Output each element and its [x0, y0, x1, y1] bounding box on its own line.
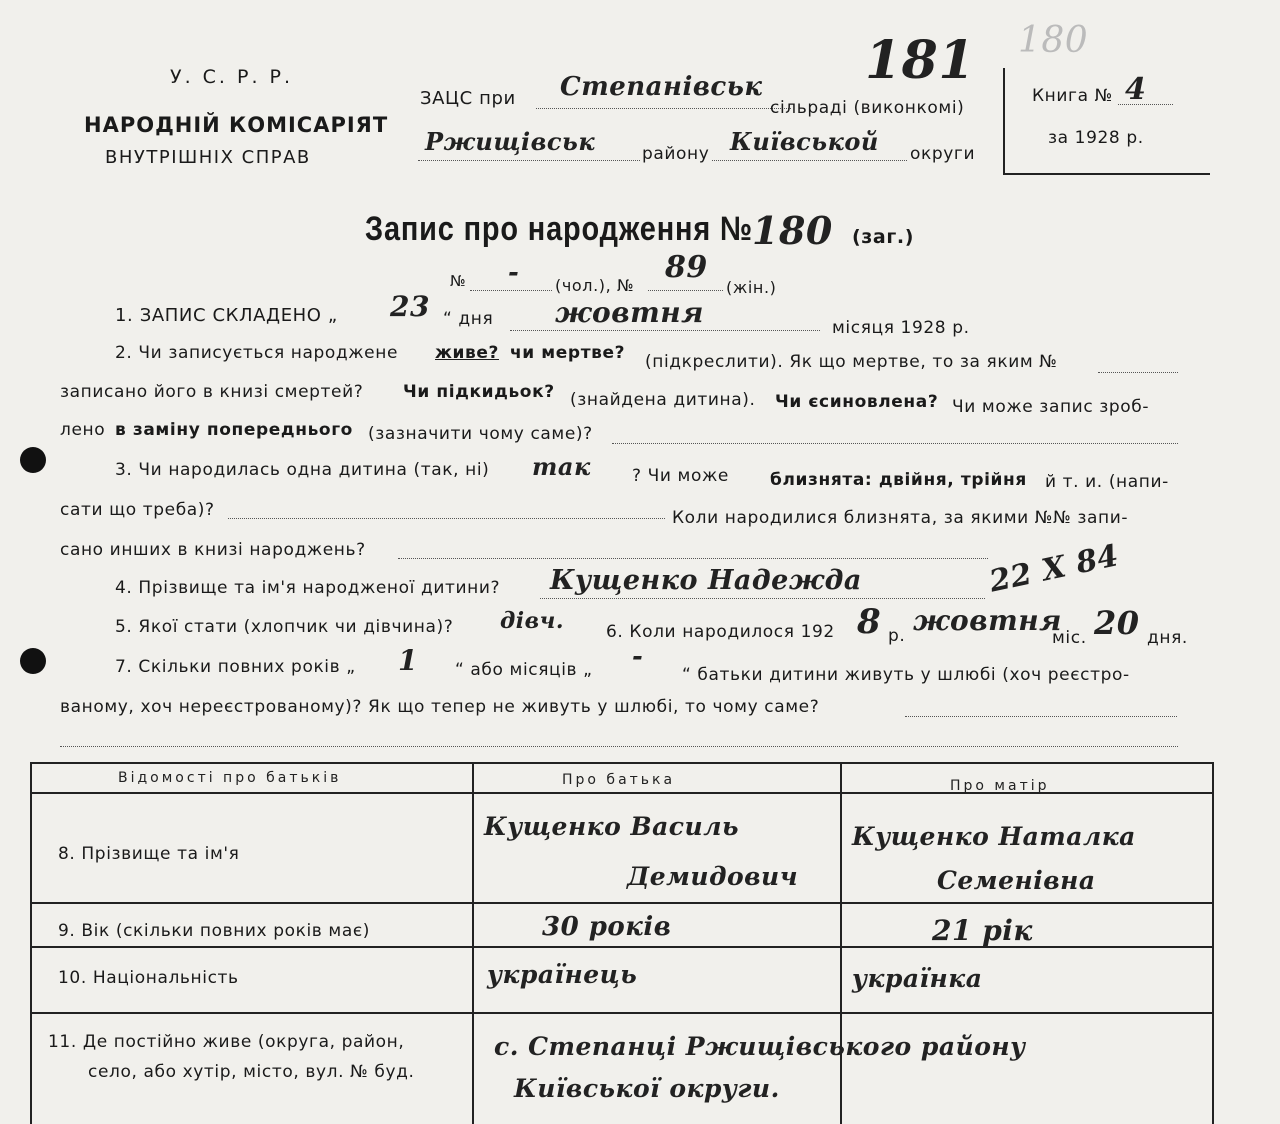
- q3-line1-a: 3. Чи народилась одна дитина (так, ні): [115, 460, 490, 480]
- subnum-female-underline: [648, 290, 723, 291]
- stamp-number-faint: 180: [1018, 20, 1089, 61]
- q2-line2-b: Чи підкидьок?: [403, 382, 555, 402]
- okrug-label: округи: [910, 144, 976, 164]
- father-nationality: українець: [487, 960, 638, 989]
- q2-line1-underline: [1098, 372, 1178, 373]
- q4-label: 4. Прізвище та ім'я народженої дитини?: [115, 578, 501, 598]
- q7-line1-b: “ або місяців „: [455, 660, 593, 680]
- raion-label: району: [642, 144, 710, 164]
- q4-underline: [540, 598, 985, 599]
- mother-nationality: українка: [852, 964, 983, 993]
- q2-line1-a: 2. Чи записується народжене: [115, 343, 399, 363]
- q2-line2-e: Чи може запис зроб-: [952, 397, 1150, 417]
- q3-line3-underline: [398, 558, 988, 559]
- q1-prefix: 1. ЗАПИС СКЛАДЕНО „: [115, 305, 338, 326]
- table-header-father: Про батька: [562, 772, 676, 788]
- q3-line2-b: Коли народилися близнята, за якими №№ запи-: [672, 508, 1129, 528]
- q3-line3: сано инших в книзі народжень?: [60, 540, 366, 560]
- q6-month: жовтня: [913, 604, 1062, 637]
- q4-value: Кущенко Надежда: [550, 565, 862, 596]
- zats-value: Степанівськ: [560, 72, 763, 102]
- q2-line1-d: (підкреслити). Як що мертве, то за яким №: [645, 352, 1058, 372]
- q3-line2-a: сати що треба)?: [60, 500, 215, 520]
- table-row-divider: [32, 1012, 1212, 1014]
- subnum-male-underline: [470, 290, 552, 291]
- raion-value: Ржищівськ: [425, 127, 596, 156]
- residence-value-1: с. Степанці Ржищівського району: [494, 1032, 1026, 1061]
- table-col-divider: [472, 764, 474, 1124]
- table-row-divider: [32, 946, 1212, 948]
- q7-line2-underline: [905, 716, 1177, 717]
- father-age: 30 років: [542, 912, 672, 942]
- book-value: 4: [1125, 72, 1147, 107]
- father-patronymic: Демидович: [627, 862, 799, 891]
- q2-line3-a: лено: [60, 420, 106, 440]
- table-row-divider: [32, 902, 1212, 904]
- row-residence-label-2: село, або хутір, місто, вул. № буд.: [88, 1062, 415, 1082]
- q3-line1-c: близнята: двійня, трійня: [770, 470, 1027, 490]
- q1-day: 23: [390, 290, 430, 323]
- q1-month-underline: [510, 330, 820, 331]
- org-line-internal-affairs: ВНУТРІШНІХ СПРАВ: [105, 147, 311, 168]
- book-year: за 1928 р.: [1048, 128, 1144, 148]
- father-name: Кущенко Василь: [484, 812, 739, 841]
- q3-value: так: [532, 452, 591, 481]
- q5-label: 5. Якої стати (хлопчик чи дівчина)?: [115, 617, 454, 637]
- record-number: 180: [752, 208, 833, 253]
- q3-line1-d: й т. и. (напи-: [1045, 472, 1169, 492]
- q7-months: -: [632, 642, 644, 672]
- book-label: Книга №: [1032, 86, 1113, 106]
- row-age-label: 9. Вік (скільки повних років має): [58, 921, 371, 941]
- zats-underline: [536, 108, 791, 109]
- q2-line2-c: (знайдена дитина).: [570, 390, 756, 410]
- q2-line2-d: Чи єсиновлена?: [775, 392, 939, 412]
- punch-hole-icon: [20, 648, 46, 674]
- q2-line3-underline: [612, 443, 1178, 444]
- q7-years: 1: [398, 644, 418, 677]
- record-suffix: (заг.): [852, 226, 914, 248]
- q6-mis: міс.: [1052, 628, 1087, 648]
- table-header-mother: Про матір: [950, 778, 1050, 794]
- q2-line1-c: чи мертве?: [510, 343, 626, 363]
- punch-hole-icon: [20, 447, 46, 473]
- subnum-female-label: (жін.): [726, 278, 777, 297]
- row-residence-label-1: 11. Де постійно живе (округа, район,: [48, 1032, 405, 1052]
- q6-label: 6. Коли народилося 192: [606, 622, 835, 642]
- q6-day: 20: [1094, 604, 1140, 642]
- q1-month: жовтня: [555, 296, 704, 329]
- record-title: Запис про народження №: [365, 210, 753, 248]
- q3-line1-b: ? Чи може: [632, 466, 729, 486]
- subnum-male-value: -: [508, 258, 520, 288]
- mother-age: 21 рік: [932, 914, 1033, 947]
- row-nationality-label: 10. Національність: [58, 968, 239, 988]
- subnum-male-label: (чол.), №: [555, 276, 635, 295]
- q3-line2-underline: [228, 518, 665, 519]
- mother-patronymic: Семенівна: [937, 866, 1096, 895]
- residence-value-2: Київської округи.: [514, 1074, 780, 1103]
- raion-underline: [418, 160, 640, 161]
- q1-suffix: місяця 1928 р.: [832, 318, 970, 338]
- silradi-label: сільраді (виконкомі): [770, 98, 965, 118]
- q2-line3-b: в заміну попереднього: [115, 420, 353, 440]
- q3-margin-note: 22 X 84: [986, 538, 1122, 600]
- stamp-number: 181: [865, 30, 976, 91]
- org-line-commissariat: НАРОДНІЙ КОМІСАРІЯТ: [84, 113, 389, 137]
- q7-line2: ваному, хоч нереєстрованому)? Як що тепер не живуть у шлюбі, то чому саме?: [60, 697, 820, 717]
- book-underline: [1118, 104, 1173, 105]
- org-line-ussr: У. С. Р. Р.: [170, 66, 294, 88]
- subnum-prefix: №: [450, 272, 467, 290]
- q6-r: р.: [888, 626, 906, 646]
- okrug-underline: [712, 160, 907, 161]
- q6-dnia: дня.: [1147, 628, 1188, 648]
- q1-day-label: “ дня: [443, 309, 494, 329]
- q2-line3-c: (зазначити чому саме)?: [368, 424, 593, 444]
- zats-label: ЗАЦС при: [420, 88, 516, 109]
- q7-line1-c: “ батьки дитини живуть у шлюбі (хоч реєстро-: [682, 665, 1130, 685]
- book-box: [1003, 68, 1210, 175]
- table-header-info: Відомості про батьків: [118, 770, 342, 786]
- mother-name: Кущенко Наталка: [852, 822, 1136, 851]
- q5-value: дівч.: [500, 608, 564, 634]
- okrug-value: Київськой: [730, 127, 879, 156]
- q2-line1-b: живе?: [435, 343, 499, 363]
- row-name-label: 8. Прізвище та ім'я: [58, 844, 240, 864]
- table-col-divider: [840, 764, 842, 1124]
- q7-line1-a: 7. Скільки повних років „: [115, 657, 356, 677]
- subnum-female-value: 89: [665, 250, 708, 285]
- parents-table: [30, 762, 1214, 1124]
- q2-line2-a: записано його в книзі смертей?: [60, 382, 364, 402]
- q7-line3-underline: [60, 746, 1178, 747]
- q6-year: 8: [857, 602, 882, 642]
